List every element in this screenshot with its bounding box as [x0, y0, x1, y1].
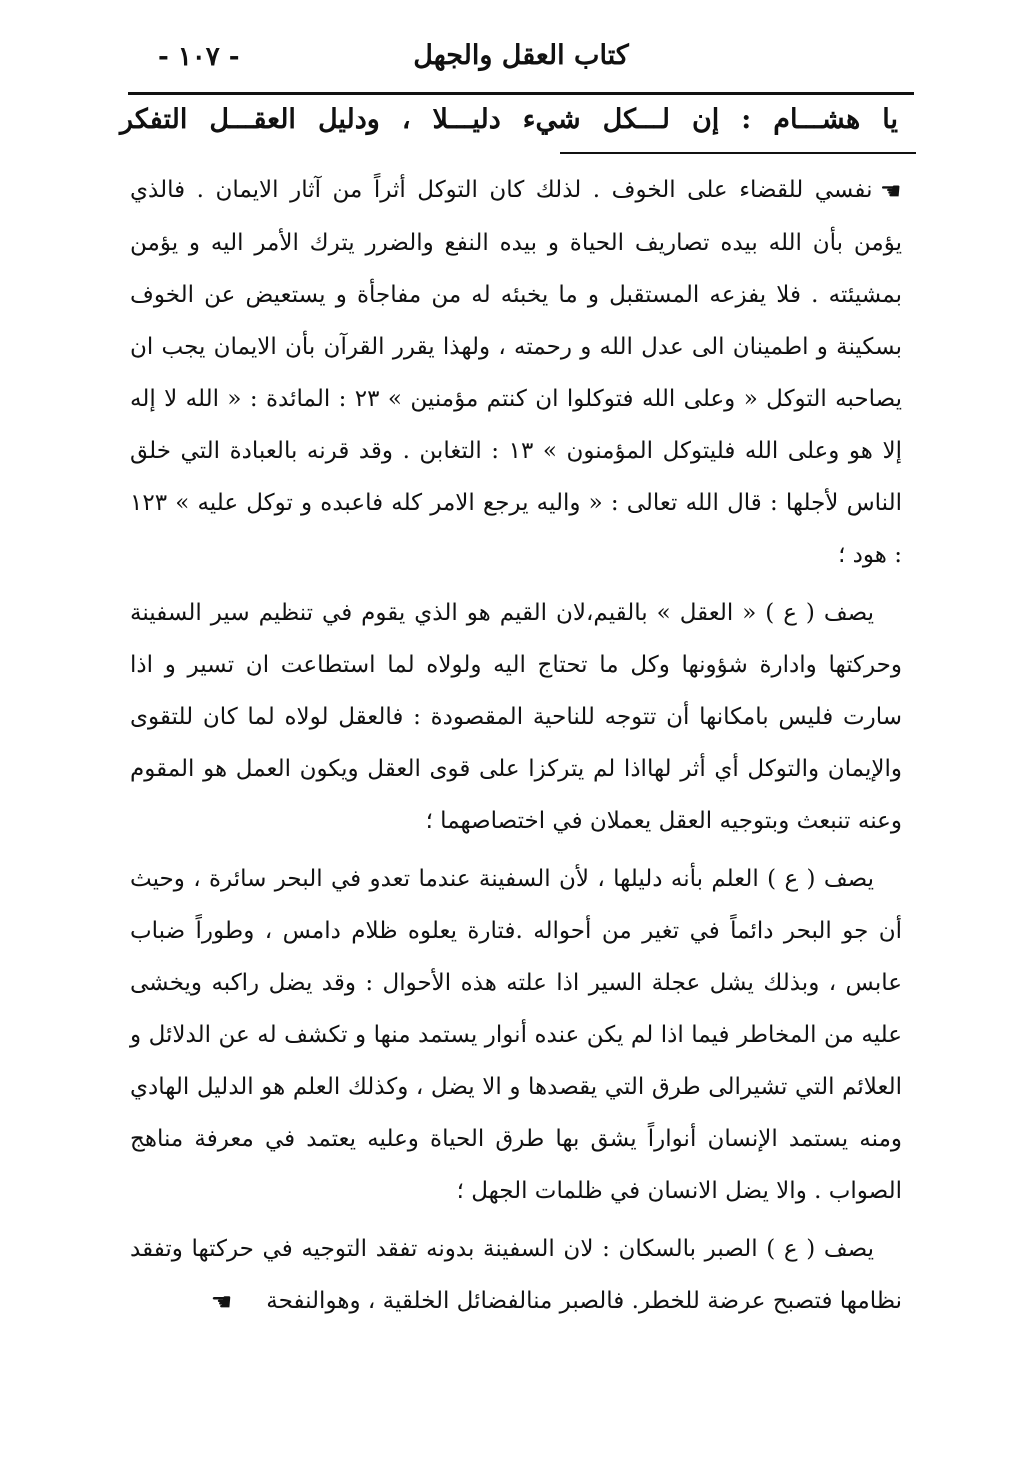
- page-header: [128, 38, 914, 82]
- pointing-hand-icon: ☛: [880, 177, 902, 205]
- pointing-hand-icon: ☚: [210, 1288, 233, 1316]
- paragraph-reason: [130, 587, 902, 847]
- book-title: كتاب العقل والجهل: [413, 40, 629, 71]
- page-body: [130, 164, 902, 1328]
- paragraph-text: نفسي للقضاء على الخوف . لذلك كان التوكل أثراً من آثار الايمان . فالذي يؤمن بأن الله بيده تصاريف الحياة و بيده النفع والضرر يترك الأمر اليه و يؤمن بمشيئته . فلا يفزعه المستقبل و ما يخبئه له من مفاجأة و يستعيض عن الخوف بسكينة و اطمينان الى عدل الله و رحمته ، ولهذا يقرر القرآن بأن الايمان يجب ان يصاحبه التوكل « وعلى الله فتوكلوا ان كنتم مؤمنين » ٢٣ : المائدة : « الله لا إله إلا هو وعلى الله فليتوكل المؤمنون » ١٣ : التغابن . وقد قرنه بالعبادة التي خلق الناس لأجلها : قال الله تعالى : « واليه يرجع الامر كله فاعبده و توكل عليه » ١٢٣ : هود ؛: [130, 177, 902, 568]
- paragraph-knowledge: [130, 853, 902, 1217]
- header-divider: [128, 92, 914, 95]
- paragraph-continuation: [130, 164, 902, 581]
- paragraph-text: يصف ( ع ) الصبر بالسكان : لان السفينة بدونه تفقد التوجيه في حركتها وتفقد نظامها فتصبح عرضة للخطر. فالصبر منالفضائل الخلقية ، وهوالنفحة: [130, 1236, 902, 1314]
- hadith-heading: يا هشـــام : إن لـــكل شيء دليـــلا ، ودليل العقـــل التفكر: [120, 104, 898, 135]
- paragraph-text: يصف ( ع ) « العقل » بالقيم،لان القيم هو الذي يقوم في تنظيم سير السفينة وحركتها وادارة شؤونها وكل ما تحتاج اليه ولولاه لما استطاعت ان تسير و اذا سارت فليس بامكانها أن تتوجه للناحية المقصودة : فالعقل لولاه لما كان للتقوى والإيمان والتوكل أي أثر لهااذا لم يتركزا على قوى العقل ويكون العمل هو المقوم وعنه تنبعث وبتوجيه العقل يعملان في اختصاصهما ؛: [130, 600, 902, 834]
- page-number: - ١٠٧ -: [158, 42, 240, 72]
- paragraph-patience: [130, 1223, 902, 1328]
- hadith-underline: [560, 152, 916, 154]
- paragraph-text: يصف ( ع ) العلم بأنه دليلها ، لأن السفينة عندما تعدو في البحر سائرة ، وحيث أن جو البحر دائماً في تغير من أحواله .فتارة يعلوه ظلام دامس ، وطوراً ضباب عابس ، وبذلك يشل عجلة السير اذا علته هذه الأحوال : وقد يضل راكبه ويخشى عليه من المخاطر فيما اذا لم يكن عنده أنوار يستمد منها و تكشف له عن الدلائل و العلائم التي تشيرالى طرق التي يقصدها و الا يضل ، وكذلك العلم هو الدليل الهادي ومنه يستمد الإنسان أنواراً يشق بها طرق الحياة وعليه يعتمد في معرفة مناهج الصواب . والا يضل الانسان في ظلمات الجهل ؛: [130, 866, 902, 1204]
